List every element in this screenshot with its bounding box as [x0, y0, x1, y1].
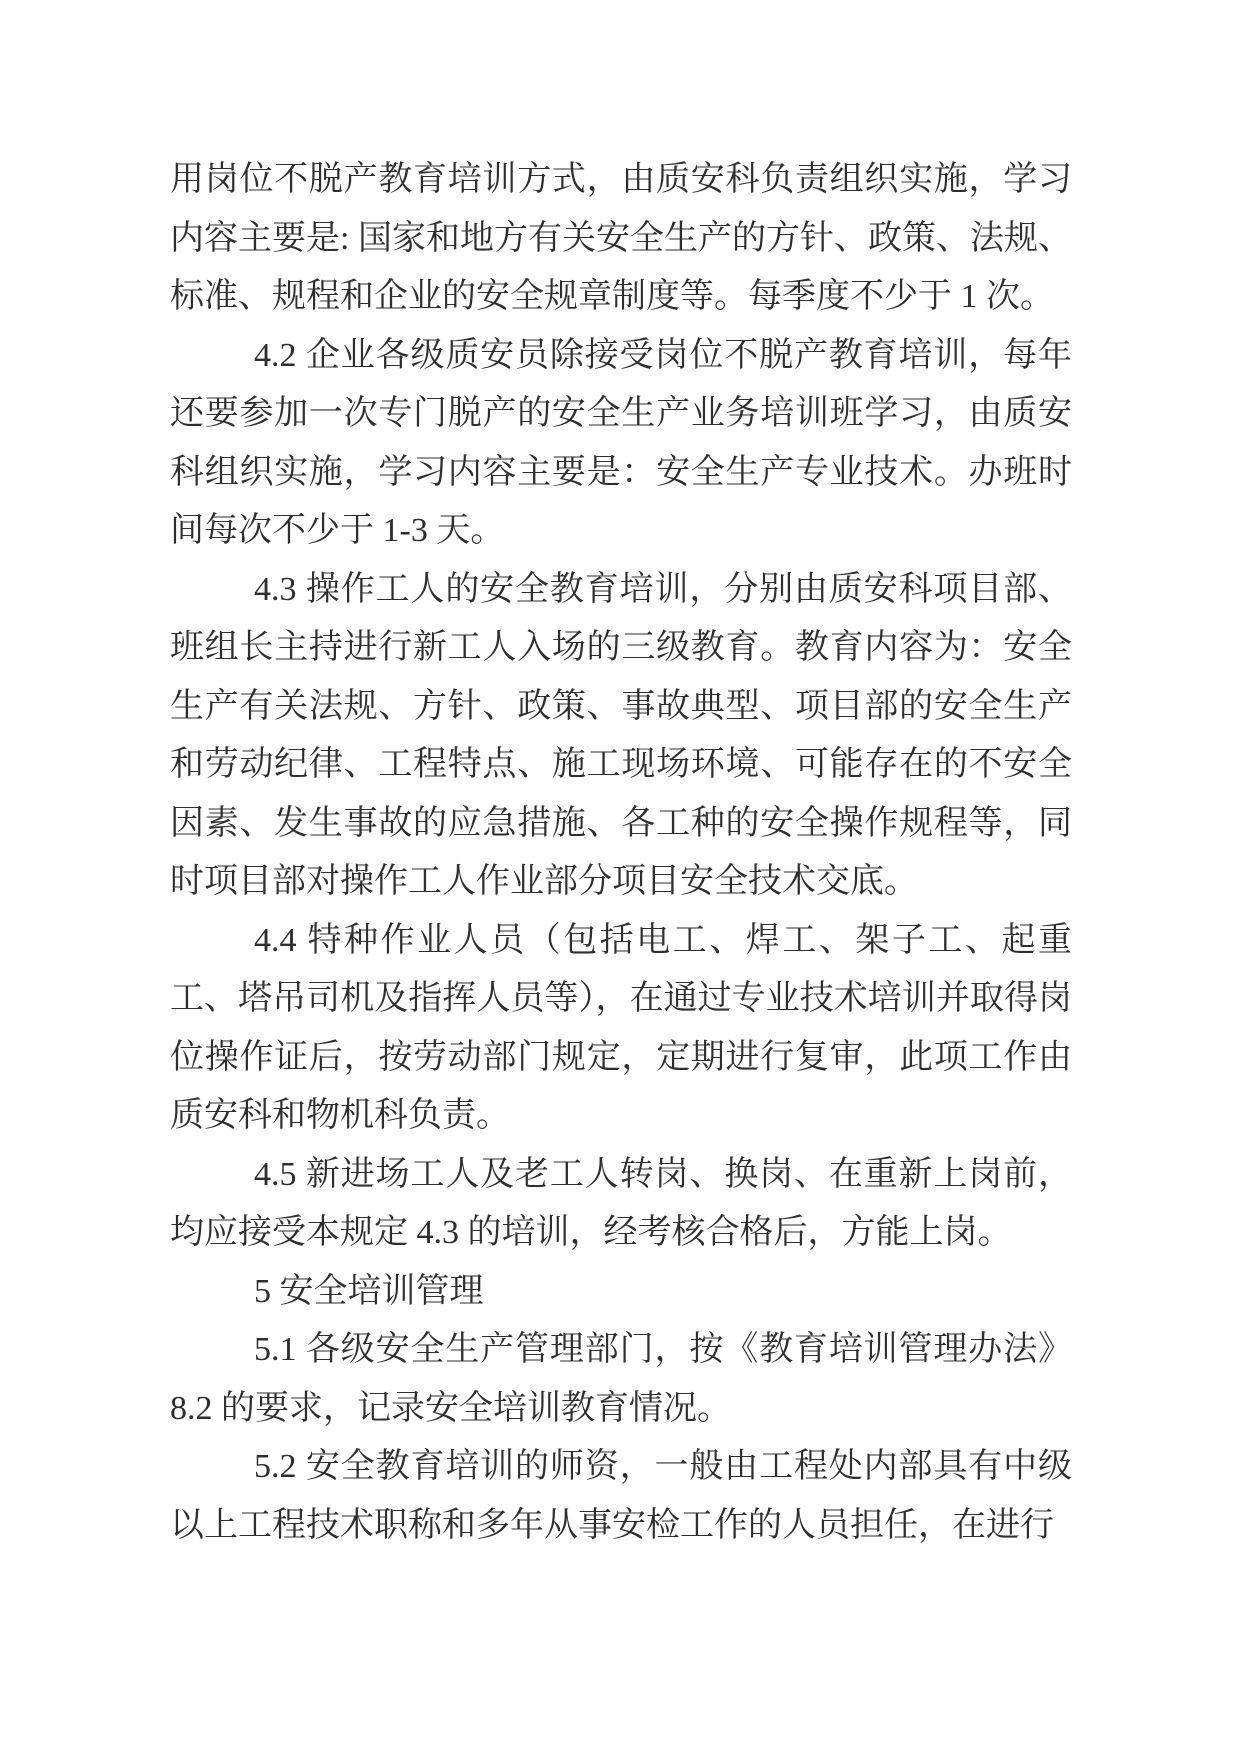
paragraph-5-1: 5.1 各级安全生产管理部门，按《教育培训管理办法》8.2 的要求，记录安全培训教育情况。 — [170, 1331, 1072, 1427]
document-text-block — [170, 151, 1072, 1555]
paragraph-4-4: 4.4 特种作业人员（包括电工、焊工、架子工、起重工、塔吊司机及指挥人员等），在通过专业技术培训并取得岗位操作证后，按劳动部门规定，定期进行复审，此项工作由质安科和物机科负责。 — [170, 921, 1072, 1134]
paragraph-5-2: 5.2 安全教育培训的师资，一般由工程处内部具有中级以上工程技术职称和多年从事安检工作的人员担任，在进行 — [170, 1448, 1072, 1544]
paragraph-continuation: 用岗位不脱产教育培训方式，由质安科负责组织实施，学习内容主要是: 国家和地方有关安全生产的方针、政策、法规、标准、规程和企业的安全规章制度等。每季度不少于 1 次。 — [170, 161, 1072, 315]
paragraph-4-3: 4.3 操作工人的安全教育培训，分别由质安科项目部、班组长主持进行新工人入场的三级教育。教育内容为：安全生产有关法规、方针、政策、事故典型、项目部的安全生产和劳动纪律、工程特点、施工现场环境、可能存在的不安全因素、发生事故的应急措施、各工种的安全操作规程等，同时项目部对操作工人作业部分项目安全技术交底。 — [170, 570, 1072, 900]
heading-5-safety-training-management: 5 安全培训管理 — [254, 1272, 484, 1310]
paragraph-4-2: 4.2 企业各级质安员除接受岗位不脱产教育培训，每年还要参加一次专门脱产的安全生产业务培训班学习，由质安科组织实施，学习内容主要是：安全生产专业技术。办班时间每次不少于 1-3 天。 — [170, 336, 1072, 549]
paragraph-4-5: 4.5 新进场工人及老工人转岗、换岗、在重新上岗前，均应接受本规定 4.3 的培训，经考核合格后，方能上岗。 — [170, 1155, 1072, 1251]
